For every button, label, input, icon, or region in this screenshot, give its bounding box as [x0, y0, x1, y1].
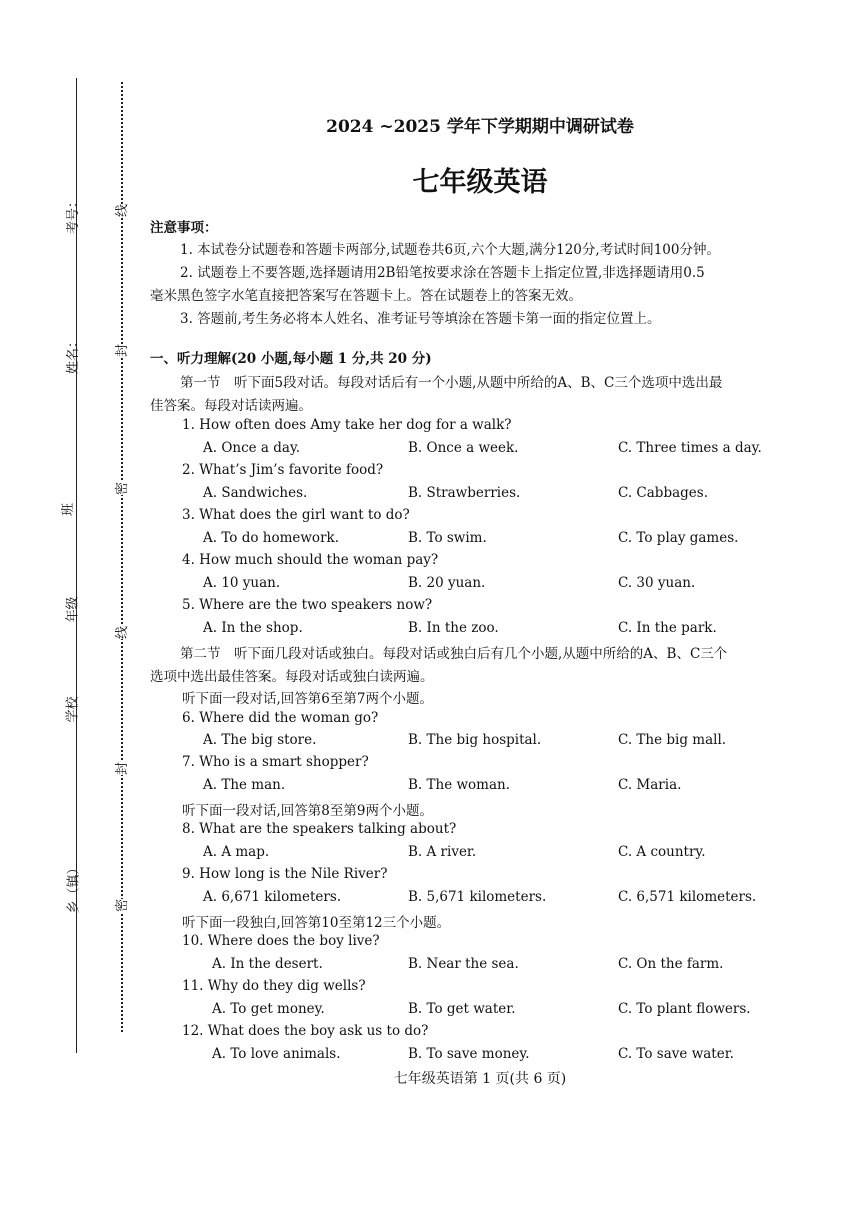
q9-option-b: B. 5,671 kilometers. [408, 889, 547, 905]
q12-option-b: B. To save money. [408, 1046, 530, 1062]
q11-option-a: A. To get money. [212, 1001, 325, 1017]
part-1-instruction-cont: 佳答案。每段对话读两遍。 [150, 398, 312, 414]
part-2-instruction-cont: 选项中选出最佳答案。每段对话或独白读两遍。 [150, 669, 434, 685]
notice-item-3: 3. 答题前,考生务必将本人姓名、准考证号等填涂在答题卡第一面的指定位置上。 [180, 311, 661, 327]
q2-option-a: A. Sandwiches. [203, 485, 308, 501]
q12-option-c: C. To save water. [618, 1046, 734, 1062]
q10-option-c: C. On the farm. [618, 956, 724, 972]
instruction-q8-9: 听下面一段对话,回答第8至第9两个小题。 [182, 803, 433, 819]
seal-char-line-2: 线 [110, 626, 131, 639]
notice-item-2: 2. 试题卷上不要答题,选择题请用2B铅笔按要求涂在答题卡上指定位置,非选择题请用0.5 [180, 265, 705, 281]
notice-item-1: 1. 本试卷分试题卷和答题卡两部分,试题卷共6页,六个大题,满分120分,考试时间100分钟。 [180, 242, 720, 258]
question-9: 9. How long is the Nile River? [182, 866, 388, 882]
q10-option-a: A. In the desert. [212, 956, 323, 972]
seal-char-seal-2: 封 [110, 762, 131, 775]
exam-title: 2024 ~2025 学年下学期期中调研试卷 [326, 117, 634, 137]
part-2-instruction: 第二节 听下面几段对话或独白。每段对话或独白后有几个小题,从题中所给的A、B、C三个 [180, 646, 728, 662]
question-3: 3. What does the girl want to do? [182, 507, 410, 523]
question-8: 8. What are the speakers talking about? [182, 821, 457, 837]
q4-option-a: A. 10 yuan. [203, 575, 281, 591]
q1-option-c: C. Three times a day. [618, 440, 762, 456]
seal-char-secret-2: 密 [110, 899, 131, 912]
question-6: 6. Where did the woman go? [182, 710, 379, 726]
q3-option-a: A. To do homework. [203, 530, 339, 546]
question-5: 5. Where are the two speakers now? [182, 597, 433, 613]
question-4: 4. How much should the woman pay? [182, 552, 439, 568]
notice-item-2-cont: 毫米黑色签字水笔直接把答案写在答题卡上。答在试题卷上的答案无效。 [150, 288, 582, 304]
q1-option-a: A. Once a day. [203, 440, 301, 456]
q6-option-b: B. The big hospital. [408, 732, 542, 748]
grade-label: 年级 [65, 596, 81, 623]
q7-option-a: A. The man. [203, 777, 286, 793]
question-11: 11. Why do they dig wells? [182, 978, 366, 994]
q3-option-b: B. To swim. [408, 530, 487, 546]
q12-option-a: A. To love animals. [212, 1046, 341, 1062]
q3-option-c: C. To play games. [618, 530, 739, 546]
q5-option-b: B. In the zoo. [408, 620, 499, 636]
q10-option-b: B. Near the sea. [408, 956, 519, 972]
township-label: 乡（镇） [66, 861, 82, 914]
exam-number-label: 考号： [66, 194, 82, 235]
school-label: 学校 [65, 696, 81, 723]
q4-option-c: C. 30 yuan. [618, 575, 696, 591]
q4-option-b: B. 20 yuan. [408, 575, 486, 591]
seal-char-secret: 密 [110, 482, 131, 495]
question-2: 2. What’s Jim’s favorite food? [182, 462, 384, 478]
q11-option-c: C. To plant flowers. [618, 1001, 751, 1017]
q2-option-c: C. Cabbages. [618, 485, 708, 501]
seal-char-seal: 封 [110, 344, 131, 357]
q6-option-c: C. The big mall. [618, 732, 727, 748]
subject-title: 七年级英语 [412, 167, 548, 198]
instruction-q10-12: 听下面一段独白,回答第10至第12三个小题。 [182, 915, 451, 931]
q1-option-b: B. Once a week. [408, 440, 519, 456]
instruction-q6-7: 听下面一段对话,回答第6至第7两个小题。 [182, 691, 433, 707]
name-label: 姓名： [66, 334, 82, 375]
q5-option-c: C. In the park. [618, 620, 717, 636]
question-12: 12. What does the boy ask us to do? [182, 1023, 429, 1039]
class-label: 班 [61, 502, 77, 517]
seal-char-line: 线 [110, 204, 131, 217]
part-1-instruction: 第一节 听下面5段对话。每段对话后有一个小题,从题中所给的A、B、C三个选项中选出最 [180, 375, 723, 391]
question-7: 7. Who is a smart shopper? [182, 754, 369, 770]
question-10: 10. Where does the boy live? [182, 933, 380, 949]
q8-option-a: A. A map. [203, 844, 270, 860]
page-footer: 七年级英语第 1 页(共 6 页) [393, 1071, 567, 1087]
q8-option-b: B. A river. [408, 844, 477, 860]
q11-option-b: B. To get water. [408, 1001, 516, 1017]
seal-dotted-line [121, 82, 123, 1032]
q5-option-a: A. In the shop. [203, 620, 303, 636]
section-1-title: 一、听力理解(20 小题,每小题 1 分,共 20 分) [150, 351, 432, 367]
q2-option-b: B. Strawberries. [408, 485, 521, 501]
q9-option-c: C. 6,571 kilometers. [618, 889, 757, 905]
q8-option-c: C. A country. [618, 844, 706, 860]
q7-option-b: B. The woman. [408, 777, 511, 793]
q7-option-c: C. Maria. [618, 777, 682, 793]
question-1: 1. How often does Amy take her dog for a walk? [182, 417, 512, 433]
q6-option-a: A. The big store. [203, 732, 317, 748]
notice-heading: 注意事项： [150, 220, 218, 236]
q9-option-a: A. 6,671 kilometers. [203, 889, 342, 905]
